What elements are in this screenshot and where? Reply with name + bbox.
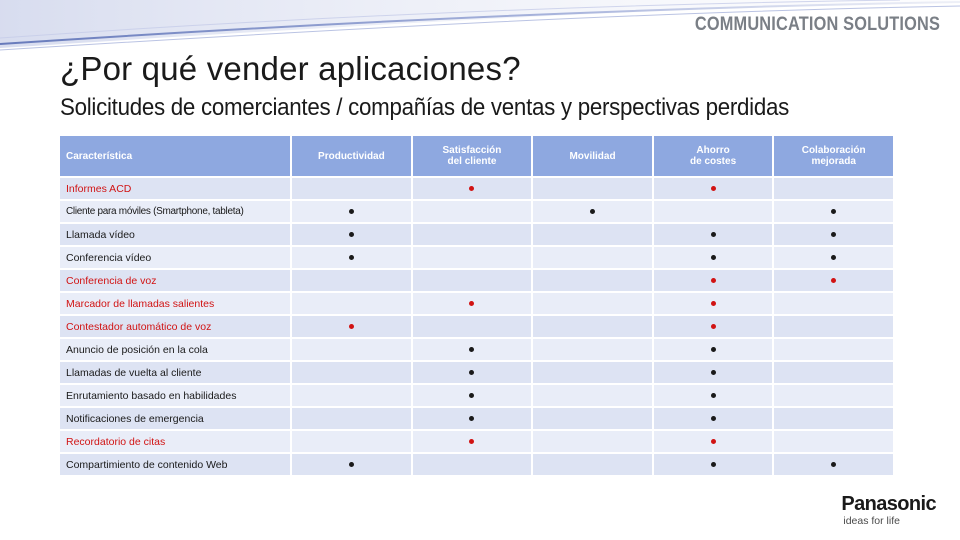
table-cell — [413, 316, 532, 337]
feature-label: Llamadas de vuelta al cliente — [60, 362, 290, 383]
table-header-row — [60, 136, 893, 176]
table-cell — [774, 408, 893, 429]
bullet-mark-icon — [831, 462, 836, 467]
feature-label: Llamada vídeo — [60, 224, 290, 245]
column-header: Productividad — [292, 136, 411, 176]
table-cell — [292, 270, 411, 291]
bullet-mark-icon — [831, 255, 836, 260]
feature-label: Contestador automático de voz — [60, 316, 290, 337]
feature-label: Conferencia vídeo — [60, 247, 290, 268]
table-row — [60, 316, 893, 337]
table-cell — [533, 316, 652, 337]
table-cell — [654, 316, 773, 337]
table-cell — [413, 201, 532, 222]
table-cell — [533, 247, 652, 268]
bullet-mark-icon — [711, 370, 716, 375]
table-cell — [654, 201, 773, 222]
table-cell — [774, 224, 893, 245]
table-cell — [413, 178, 532, 199]
feature-label: Cliente para móviles (Smartphone, tableta) — [60, 201, 290, 222]
page-title: ¿Por qué vender aplicaciones? — [60, 50, 521, 87]
table-cell — [774, 339, 893, 360]
bullet-mark-icon — [469, 301, 474, 306]
bullet-mark-icon — [831, 232, 836, 237]
table-cell — [533, 431, 652, 452]
table-cell — [292, 362, 411, 383]
table-cell — [774, 178, 893, 199]
logo-tagline: ideas for life — [843, 515, 900, 527]
table-cell — [533, 201, 652, 222]
table-cell — [292, 224, 411, 245]
table-cell — [413, 224, 532, 245]
table-cell — [413, 454, 532, 475]
column-header: Característica — [60, 136, 290, 176]
table-cell — [533, 270, 652, 291]
table-cell — [292, 316, 411, 337]
table-cell — [654, 431, 773, 452]
column-header: Satisfacción del cliente — [413, 136, 532, 176]
table-cell — [413, 362, 532, 383]
table-cell — [413, 431, 532, 452]
table-row — [60, 385, 893, 406]
table-row — [60, 247, 893, 268]
table-cell — [654, 362, 773, 383]
bullet-mark-icon — [711, 347, 716, 352]
bullet-mark-icon — [711, 301, 716, 306]
feature-table — [58, 134, 895, 477]
table-cell — [654, 270, 773, 291]
table-cell — [774, 247, 893, 268]
table-cell — [533, 408, 652, 429]
table-cell — [533, 454, 652, 475]
bullet-mark-icon — [469, 370, 474, 375]
bullet-mark-icon — [469, 347, 474, 352]
table-cell — [292, 247, 411, 268]
bullet-mark-icon — [711, 462, 716, 467]
table-row — [60, 431, 893, 452]
table-cell — [654, 224, 773, 245]
feature-label: Conferencia de voz — [60, 270, 290, 291]
bullet-mark-icon — [469, 439, 474, 444]
bullet-mark-icon — [711, 416, 716, 421]
column-header: Ahorro de costes — [654, 136, 773, 176]
table-cell — [413, 293, 532, 314]
bullet-mark-icon — [590, 209, 595, 214]
table-cell — [533, 293, 652, 314]
table-cell — [292, 201, 411, 222]
table-cell — [292, 178, 411, 199]
feature-label: Recordatorio de citas — [60, 431, 290, 452]
bullet-mark-icon — [831, 278, 836, 283]
table-cell — [292, 431, 411, 452]
table-cell — [292, 339, 411, 360]
table-cell — [533, 362, 652, 383]
table-row — [60, 454, 893, 475]
table-cell — [654, 408, 773, 429]
column-header: Movilidad — [533, 136, 652, 176]
table-cell — [654, 385, 773, 406]
brand-header: COMMUNICATION SOLUTIONS — [694, 14, 940, 35]
table-cell — [774, 293, 893, 314]
table-row — [60, 408, 893, 429]
table-cell — [774, 201, 893, 222]
bullet-mark-icon — [711, 278, 716, 283]
table-cell — [533, 385, 652, 406]
table-cell — [774, 431, 893, 452]
bullet-mark-icon — [469, 186, 474, 191]
table-cell — [774, 270, 893, 291]
table-row — [60, 293, 893, 314]
table-cell — [292, 293, 411, 314]
table-cell — [292, 408, 411, 429]
table-cell — [654, 454, 773, 475]
table-cell — [654, 178, 773, 199]
table-row — [60, 339, 893, 360]
feature-label: Enrutamiento basado en habilidades — [60, 385, 290, 406]
table-cell — [413, 385, 532, 406]
column-header: Colaboración mejorada — [774, 136, 893, 176]
page-subtitle: Solicitudes de comerciantes / compañías de ventas y perspectivas perdidas — [60, 94, 789, 121]
panasonic-logo — [841, 494, 936, 528]
bullet-mark-icon — [349, 232, 354, 237]
bullet-mark-icon — [711, 439, 716, 444]
bullet-mark-icon — [349, 209, 354, 214]
table-row — [60, 224, 893, 245]
table-cell — [413, 270, 532, 291]
table-cell — [654, 293, 773, 314]
bullet-mark-icon — [349, 255, 354, 260]
bullet-mark-icon — [831, 209, 836, 214]
bullet-mark-icon — [469, 416, 474, 421]
bullet-mark-icon — [711, 393, 716, 398]
bullet-mark-icon — [349, 462, 354, 467]
table-cell — [413, 339, 532, 360]
bullet-mark-icon — [349, 324, 354, 329]
feature-label: Marcador de llamadas salientes — [60, 293, 290, 314]
bullet-mark-icon — [711, 255, 716, 260]
table-row — [60, 178, 893, 199]
table-cell — [413, 408, 532, 429]
feature-label: Compartimiento de contenido Web — [60, 454, 290, 475]
table-cell — [533, 339, 652, 360]
table-cell — [654, 339, 773, 360]
feature-label: Notificaciones de emergencia — [60, 408, 290, 429]
table-cell — [292, 454, 411, 475]
table-cell — [774, 316, 893, 337]
table-cell — [292, 385, 411, 406]
feature-label: Anuncio de posición en la cola — [60, 339, 290, 360]
table-cell — [533, 178, 652, 199]
bullet-mark-icon — [711, 232, 716, 237]
bullet-mark-icon — [711, 186, 716, 191]
table-cell — [774, 385, 893, 406]
table-cell — [774, 362, 893, 383]
table-row — [60, 270, 893, 291]
logo-name: Panasonic — [841, 493, 936, 515]
feature-label: Informes ACD — [60, 178, 290, 199]
bullet-mark-icon — [711, 324, 716, 329]
table-cell — [654, 247, 773, 268]
bullet-mark-icon — [469, 393, 474, 398]
table-cell — [533, 224, 652, 245]
table-row — [60, 362, 893, 383]
table-cell — [774, 454, 893, 475]
table-row — [60, 201, 893, 222]
table-cell — [413, 247, 532, 268]
